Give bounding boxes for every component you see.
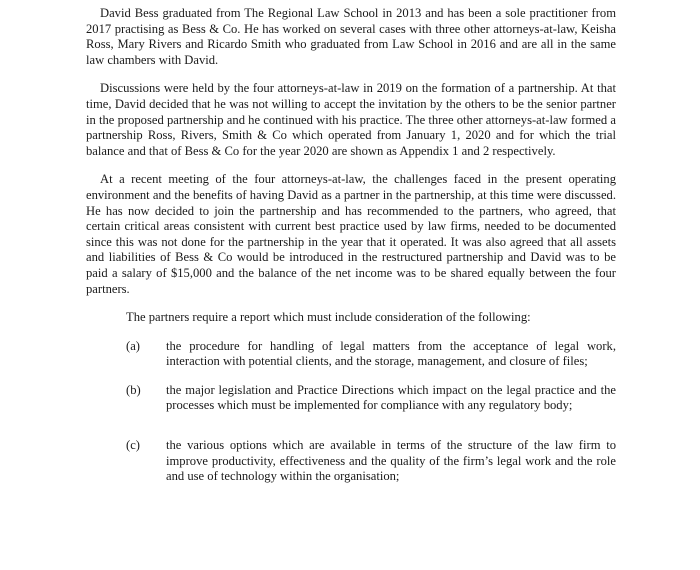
document-body (86, 6, 616, 498)
list-item (86, 438, 616, 485)
paragraph-background: David Bess graduated from The Regional Law School in 2013 and has been a sole practitioner from 2017 practising as Bess & Co. He has worked on several cases with three other attorneys-at-law, Keisha Ross, Mary Rivers and Ricardo Smith who graduated from Law School in 2016 and are all in the same law chambers with David. (86, 6, 616, 67)
paragraph-discussions: Discussions were held by the four attorneys-at-law in 2019 on the formation of a partnership. At that time, David decided that he was not willing to accept the invitation by the others to be the senior partner in the proposed partnership and he continued with his practice. The three other attorneys-at-law formed a partnership Ross, Rivers, Smith & Co which operated from January 1, 2020 and for which the trial balance and that of Bess & Co for the year 2020 are shown as Appendix 1 and 2 respectively. (86, 81, 616, 158)
list-item-marker: (b) (126, 382, 141, 397)
requirements-list (86, 339, 616, 485)
list-item-marker: (c) (126, 438, 140, 453)
paragraph-recent-meeting: At a recent meeting of the four attorneys-at-law, the challenges faced in the present operating environment and the benefits of having David as a partner in the partnership, at this time were discussed. He has now decided to join the partnership and has recommended to the partners, who agreed, that certain critical areas consistent with current best practice used by law firms, needed to be documented since this was not done for the partnership in the year that it operated. It was also agreed that all assets and liabilities of Bess & Co would be introduced in the restructured partnership and David was to be paid a salary of $15,000 and the balance of the net income was to be shared equally between the four partners. (86, 172, 616, 296)
list-item (86, 383, 616, 414)
list-item-marker: (a) (126, 338, 140, 353)
list-item-text: the various options which are available in terms of the structure of the law firm to improve productivity, effectiveness and the quality of the firm’s legal work and the role and use of technology within the organisation; (166, 438, 616, 484)
list-item-text: the procedure for handling of legal matters from the acceptance of legal work, interaction with potential clients, and the storage, management, and closure of files; (166, 338, 616, 369)
list-item-text: the major legislation and Practice Directions which impact on the legal practice and the processes which must be implemented for compliance with any regulatory body; (166, 382, 616, 413)
report-requirements-intro: The partners require a report which must include consideration of the following: (126, 310, 531, 325)
list-item (86, 339, 616, 370)
